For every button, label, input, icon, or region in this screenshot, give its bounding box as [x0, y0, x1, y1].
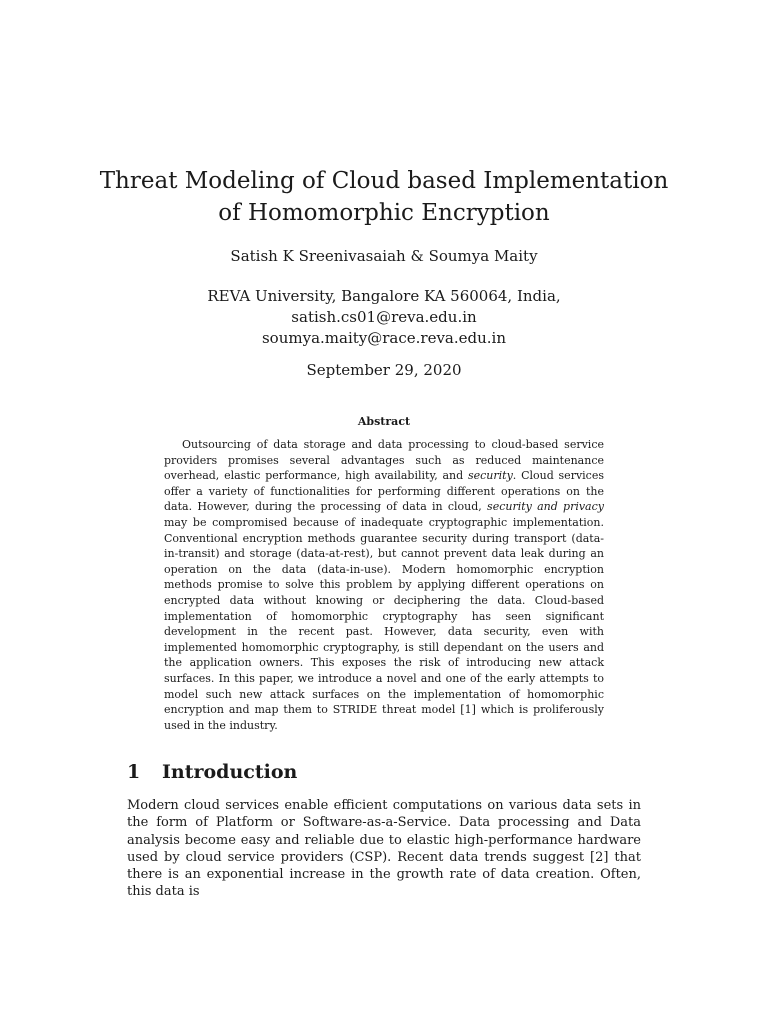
paper-title-line-2: of Homomorphic Encryption — [218, 200, 550, 226]
abstract-emphasis-security: security — [467, 469, 513, 483]
abstract-text — [164, 437, 604, 733]
paper-date: September 29, 2020 — [306, 361, 462, 379]
section-heading-introduction — [127, 760, 297, 784]
introduction-paragraph: Modern cloud services enable efficient computations on various data sets in the form of Platform or Software-as-a-Service. Data processing and Data analysis become easy and reliable due to elastic high-performance hardware used by cloud service providers (CSP). Recent data trends suggest [2] that there is an exponential increase in the growth rate of data creation. Often, this data is — [127, 798, 641, 900]
author-email-1: satish.cs01@reva.edu.in — [291, 308, 477, 326]
abstract-text-part-2: . Cloud services offer a variety of functionalities for performing different operations on the data. However, during the processing of data in cloud, — [164, 469, 604, 514]
affiliation: REVA University, Bangalore KA 560064, India, — [207, 287, 561, 305]
author-affiliation-block — [0, 286, 768, 349]
abstract-heading: Abstract — [357, 415, 411, 428]
author-email-2: soumya.maity@race.reva.edu.in — [261, 329, 507, 347]
abstract-text-part-3: may be compromised because of inadequate cryptographic implementation. Conventional encryption methods guarantee security during transport (data-in-transit) and storage (data-at-rest), but cannot prevent data leak during an operation on the data (data-in-use). Modern homomorphic encryption methods promise to solve this problem by applying different operations on encrypted data without knowing or deciphering the data. Cloud-based implementation of homomorphic cryptography has seen significant development in the recent past. However, data security, even with implemented homomorphic cryptography, is still dependant on the users and the application owners. This exposes the risk of introducing new attack surfaces. In this paper, we introduce a novel and one of the early attempts to model such new attack surfaces on the implementation of homomorphic encryption and map them to STRIDE threat model [1] which is proliferously used in the industry. — [164, 515, 604, 732]
abstract-emphasis-security-privacy: security and privacy — [487, 500, 604, 514]
paper-title-line-1: Threat Modeling of Cloud based Implementation — [99, 168, 669, 194]
paper-authors: Satish K Sreenivasaiah & Soumya Maity — [230, 247, 538, 265]
abstract-text-part-1: Outsourcing of data storage and data processing to cloud-based service providers promises several advantages such as reduced maintenance overhead, elastic performance, high availability, and — [164, 438, 604, 483]
section-number: 1 — [127, 761, 141, 783]
section-title: Introduction — [162, 761, 298, 783]
paper-title — [0, 165, 768, 229]
